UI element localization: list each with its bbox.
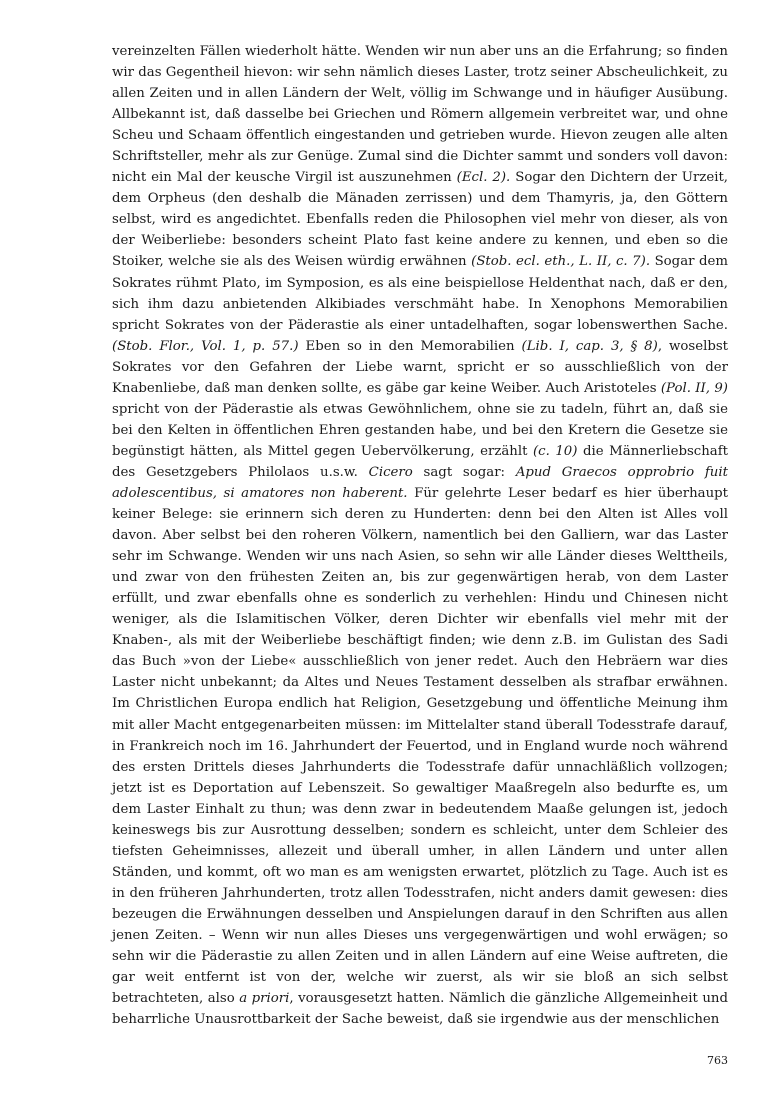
text-run: , woselbst Sokrates vor den Gefahren der Liebe warnt, spricht er so ausschließlich von der Knabenliebe, daß man denken sollte, es gäbe gar keine Weiber. Auch Aristoteles [112, 338, 729, 396]
text-run: sagt sogar: [412, 464, 516, 480]
page-number: 763 [707, 1054, 728, 1067]
italic-citation: (Ecl. 2). [456, 170, 511, 186]
italic-citation: a priori [239, 991, 290, 1007]
text-run: Für gelehrte Leser bedarf es hier überhaupt keiner Belege: sie erinnern sich deren zu Hunderten: denn bei den Alten ist Alles voll davon. Aber selbst bei den roheren Völkern, namentlich bei den Galliern, war das Laster sehr im Schwange. Wenden wir uns nach Asien, so sehn wir alle Länder dieses Welttheils, und zwar von den frühesten Zeiten an, bis zur gegenwärtigen herab, von dem Laster erfüllt, und zwar ebenfalls ohne es sonderlich zu verhehlen: Hindu und Chinesen nicht weniger, als die Islamitischen Völker, deren Dichter wir ebenfalls viel mehr mit der Knaben-, als mit der Weiberliebe beschäftigt finden; wie denn z.B. im Gulistan des Sadi das Buch »von der Liebe« ausschließlich von jener redet. Auch den Hebräern war dies Laster nicht unbekannt; da Altes und Neues Testament desselben als strafbar erwähnen. Im Christlichen Europa endlich hat Religion, Gesetzgebung und öffentliche Meinung ihm mit aller Macht entgegenarbeiten müssen: im Mittelalter stand überall Todesstrafe darauf, in Frankreich noch im 16. Jahrhundert der Feuertod, und in England wurde noch während des ersten Drittels dieses Jahrhunderts die Todesstrafe dafür unnachläßlich vollzogen; jetzt ist es Deportation auf Lebenszeit. So gewaltiger Maaßregeln also bedurfte es, um dem Laster Einhalt zu thun; was denn zwar in bedeutendem Maaße gelungen ist, jedoch keineswegs bis zur Ausrottung desselben; sondern es schleicht, unter dem Schleier des tiefsten Geheimnisses, allezeit und überall umher, in allen Ländern und unter allen Ständen, und kommt, oft wo man es am wenigsten erwartet, plötzlich zu Tage. Auch ist es in den früheren Jahrhunderten, trotz allen Todesstrafen, nicht anders damit gewesen: dies bezeugen die Erwähnungen desselben und Anspielungen darauf in den Schriften aus allen jenen Zeiten. – Wenn wir nun alles Dieses uns vergegenwärtigen und wohl erwägen; so sehn wir die Päderastie zu allen Zeiten und in allen Ländern auf eine Weise auftreten, die gar weit entfernt ist von der, welche wir zuerst, als wir sie bloß an sich selbst betrachteten, also [112, 485, 728, 1007]
text-run: Eben so in den Memorabilien [298, 338, 522, 354]
text-run: vereinzelten Fällen wiederholt hätte. Wenden wir nun aber uns an die Erfahrung; so finden wir das Gegentheil hievon: wir sehn nämlich dieses Laster, trotz seiner Abscheulichkeit, zu allen Zeiten und in allen Ländern der Welt, völlig im Schwange und in häufiger Ausübung. Allbekannt ist, daß dasselbe bei Griechen und Römern allgemein verbreitet war, und ohne Scheu und Schaam öffentlich eingestanden und getrieben wurde. Hievon zeugen alle alten Schriftsteller, mehr als zur Genüge. Zumal sind die Dichter sammt und sonders voll davon: nicht ein Mal der keusche Virgil ist auszunehmen [112, 44, 728, 186]
italic-citation: (Stob. Flor., Vol. 1, p. 57.) [112, 338, 299, 354]
text-run: Sogar dem Sokrates rühmt Plato, im Symposion, es als eine beispiellose Heldenthat nach, daß er den, sich ihm dazu anbietenden Alkibiades verschmäht habe. In Xenophons Memorabilien spricht Sokrates von der Päderastie als einer untadelhaften, sogar lobenswerthen Sache. [112, 254, 728, 333]
italic-citation: (Stob. ecl. eth., L. II, c. 7). [471, 254, 651, 270]
italic-citation: Apud Graecos opprobrio fuit adolescentibus, si amatores non haberent. [112, 464, 728, 501]
italic-citation: (Pol. II, 9) [660, 380, 728, 396]
italic-citation: (Lib. I, cap. 3, § 8) [521, 338, 658, 354]
text-run: Sogar den Dichtern der Urzeit, dem Orpheus (den deshalb die Mänaden zerrissen) und dem Thamyris, ja, den Göttern selbst, wird es angedichtet. Ebenfalls reden die Philosophen viel mehr von dieser, als von der Weiberliebe: besonders scheint Plato fast keine andere zu kennen, und eben so die Stoiker, welche sie als des Weisen würdig erwähnen [112, 170, 729, 270]
italic-citation: Cicero [368, 464, 413, 480]
body-paragraph [112, 41, 728, 1030]
text-run: spricht von der Päderastie als etwas Gewöhnlichem, ohne sie zu tadeln, führt an, daß sie bei den Kelten in öffentlichen Ehren gestanden habe, und bei den Kretern die Gesetze sie begünstigt hätten, als Mittel gegen Uebervölkerung, erzählt [112, 401, 728, 459]
italic-citation: (c. 10) [532, 443, 578, 459]
book-page [112, 41, 728, 1030]
text-run: , vorausgesetzt hatten. Nämlich die gänzliche Allgemeinheit und beharrliche Unausrottbarkeit der Sache beweist, daß sie irgendwie aus der menschlichen [112, 991, 728, 1028]
text-run: die Männerliebschaft des Gesetzgebers Philolaos u.s.w. [112, 443, 728, 480]
